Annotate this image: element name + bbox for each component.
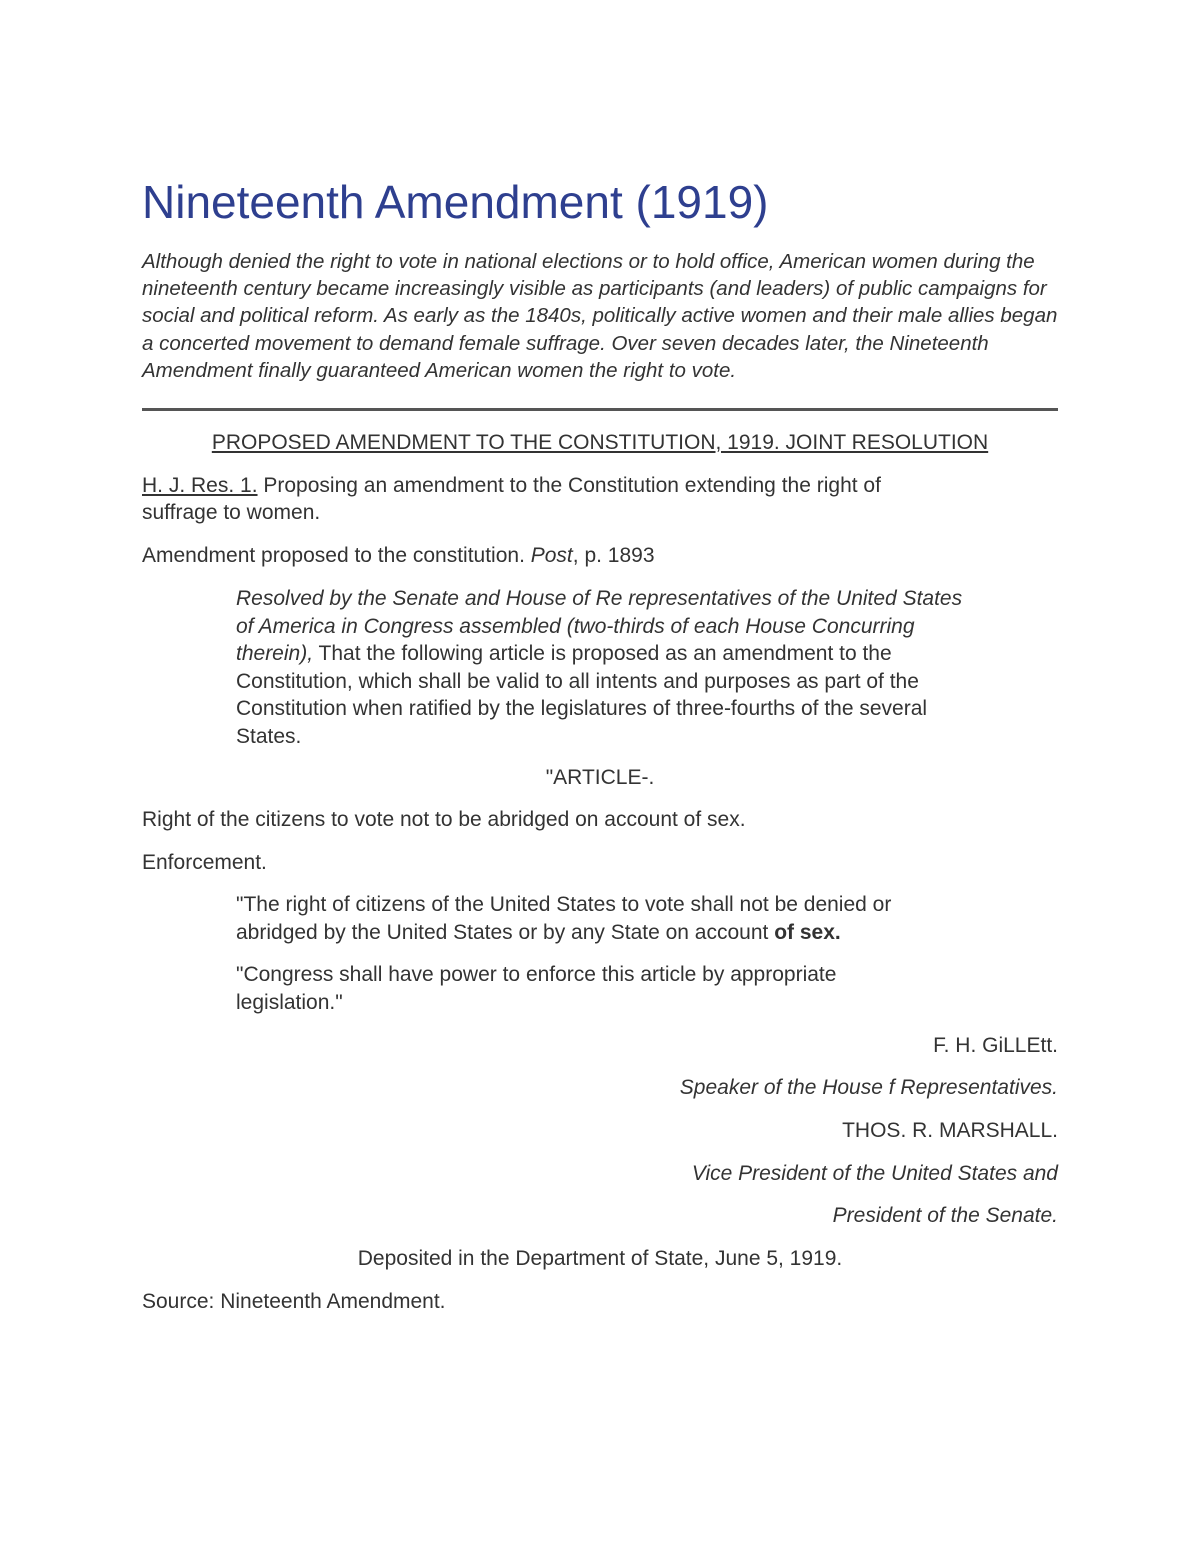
post-reference: Post (530, 544, 573, 567)
deposited-line: Deposited in the Department of State, June 5, 1919. (357, 1247, 843, 1270)
quote-right-of-citizens (236, 891, 956, 946)
resolution-description: Proposing an amendment to the Constitution extending the right of (257, 474, 881, 497)
resolution-line (142, 472, 881, 500)
page-reference: , p. 1893 (572, 544, 655, 567)
title-president-senate: President of the Senate. (832, 1204, 1058, 1227)
signature-gillett: F. H. GiLLEtt. (933, 1034, 1058, 1057)
article-heading: "ARTICLE-. (545, 766, 655, 789)
proposed-text: Amendment proposed to the constitution. (142, 544, 531, 567)
section-heading: PROPOSED AMENDMENT TO THE CONSTITUTION, 1919. JOINT RESOLUTION (211, 431, 989, 454)
title-vice-president: Vice President of the United States and (691, 1162, 1058, 1185)
proposed-line (142, 542, 655, 570)
intro-paragraph: Although denied the right to vote in national elections or to hold office, American women during the nineteenth century became increasingly visible as participants (and leaders) of public campaigns for social and political reform. As early as the 1840s, politically active women and their male allies began a concerted movement to demand female suffrage. Over seven decades later, the Nineteenth Amendment finally guaranteed American women the right to vote. (142, 250, 1058, 382)
right-line: Right of the citizens to vote not to be abridged on account of sex. (142, 808, 746, 831)
resolution-line-2: suffrage to women. (142, 501, 321, 524)
resolved-text: That the following article is proposed as an amendment to the Constitution, which shall be valid to all intents and purposes as part of the Constitution when ratified by the legislatures of three-fourths of the several States. (236, 642, 928, 748)
resolved-italic: Resolved by the Senate and House of Re representatives of the United States of America in Congress assembled (two-thirds of each House Concurring therein), (236, 587, 963, 665)
quote-text: "The right of citizens of the United States to vote shall not be denied or abridged by the United States or by any State on account (236, 893, 892, 944)
resolved-paragraph (236, 585, 976, 750)
title-speaker: Speaker of the House f Representatives. (679, 1076, 1058, 1099)
signature-marshall: THOS. R. MARSHALL. (842, 1119, 1058, 1142)
page-title: Nineteenth Amendment (1919) (142, 176, 769, 228)
enforcement-heading: Enforcement. (142, 851, 267, 874)
divider (142, 408, 1058, 411)
source-line: Source: Nineteenth Amendment. (142, 1290, 446, 1313)
resolution-reference: H. J. Res. 1. (142, 474, 258, 497)
quote-congress-power: "Congress shall have power to enforce this article by appropriate legislation." (236, 963, 837, 1014)
quote-bold: of sex. (774, 920, 841, 944)
